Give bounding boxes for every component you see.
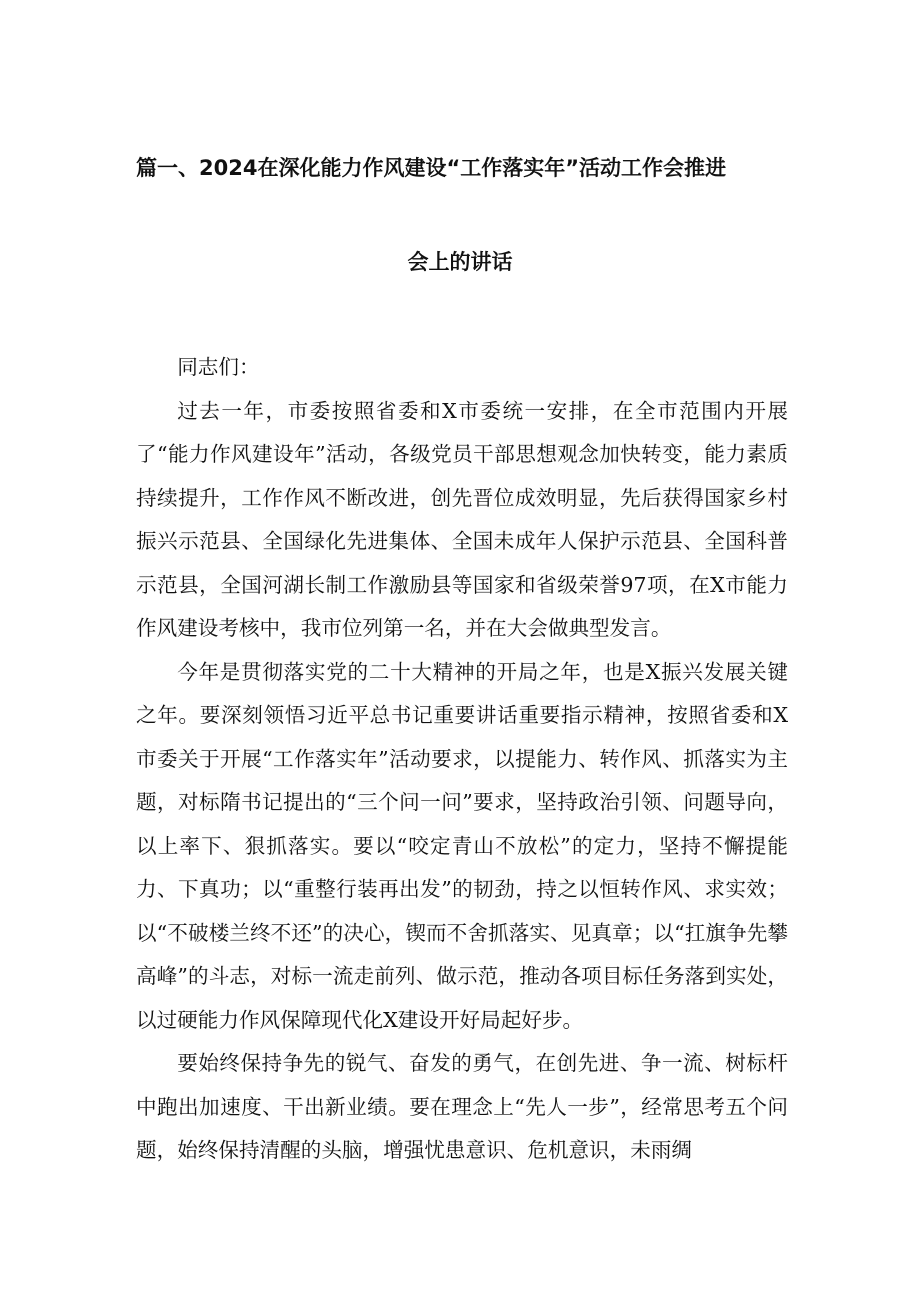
body-paragraph: 要始终保持争先的锐气、奋发的勇气，在创先进、争一流、树标杆中跑出加速度、干出新业绩。要在理念上“先人一步”，经常思考五个问题，始终保持清醒的头脑，增强忧患意识、危机意识，未雨绸 bbox=[136, 1051, 788, 1162]
document-body bbox=[136, 340, 788, 1173]
body-paragraph: 今年是贯彻落实党的二十大精神的开局之年，也是X振兴发展关键之年。要深刻领悟习近平总书记重要讲话重要指示精神，按照省委和X市委关于开展“工作落实年”活动要求，以提能力、转作风、抓落实为主题，对标隋书记提出的“三个问一问”要求，坚持政治引领、问题导向，以上率下、狠抓落实。要以“咬定青山不放松”的定力，坚持不懈提能力、下真功；以“重整行装再出发”的韧劲，持之以恒转作风、求实效；以“不破楼兰终不还”的决心，锲而不舍抓落实、见真章；以“扛旗争先攀高峰”的斗志，对标一流走前列、做示范，推动各项目标任务落到实处，以过硬能力作风保障现代化X建设开好局起好步。 bbox=[136, 659, 788, 1032]
document-title-line-2: 会上的讲话 bbox=[407, 250, 513, 274]
body-paragraph: 过去一年，市委按照省委和X市委统一安排，在全市范围内开展了“能力作风建设年”活动，各级党员干部思想观念加快转变，能力素质持续提升，工作作风不断改进，创先晋位成效明显，先后获得国家乡村振兴示范县、全国绿化先进集体、全国未成年人保护示范县、全国科普示范县，全国河湖长制工作激励县等国家和省级荣誉97项，在X市能力作风建设考核中，我市位列第一名，并在大会做典型发言。 bbox=[136, 398, 788, 640]
greeting: 同志们： bbox=[177, 355, 260, 379]
document-title-line-1: 篇一、2024在深化能力作风建设“工作落实年”活动工作会推进 bbox=[136, 156, 727, 180]
